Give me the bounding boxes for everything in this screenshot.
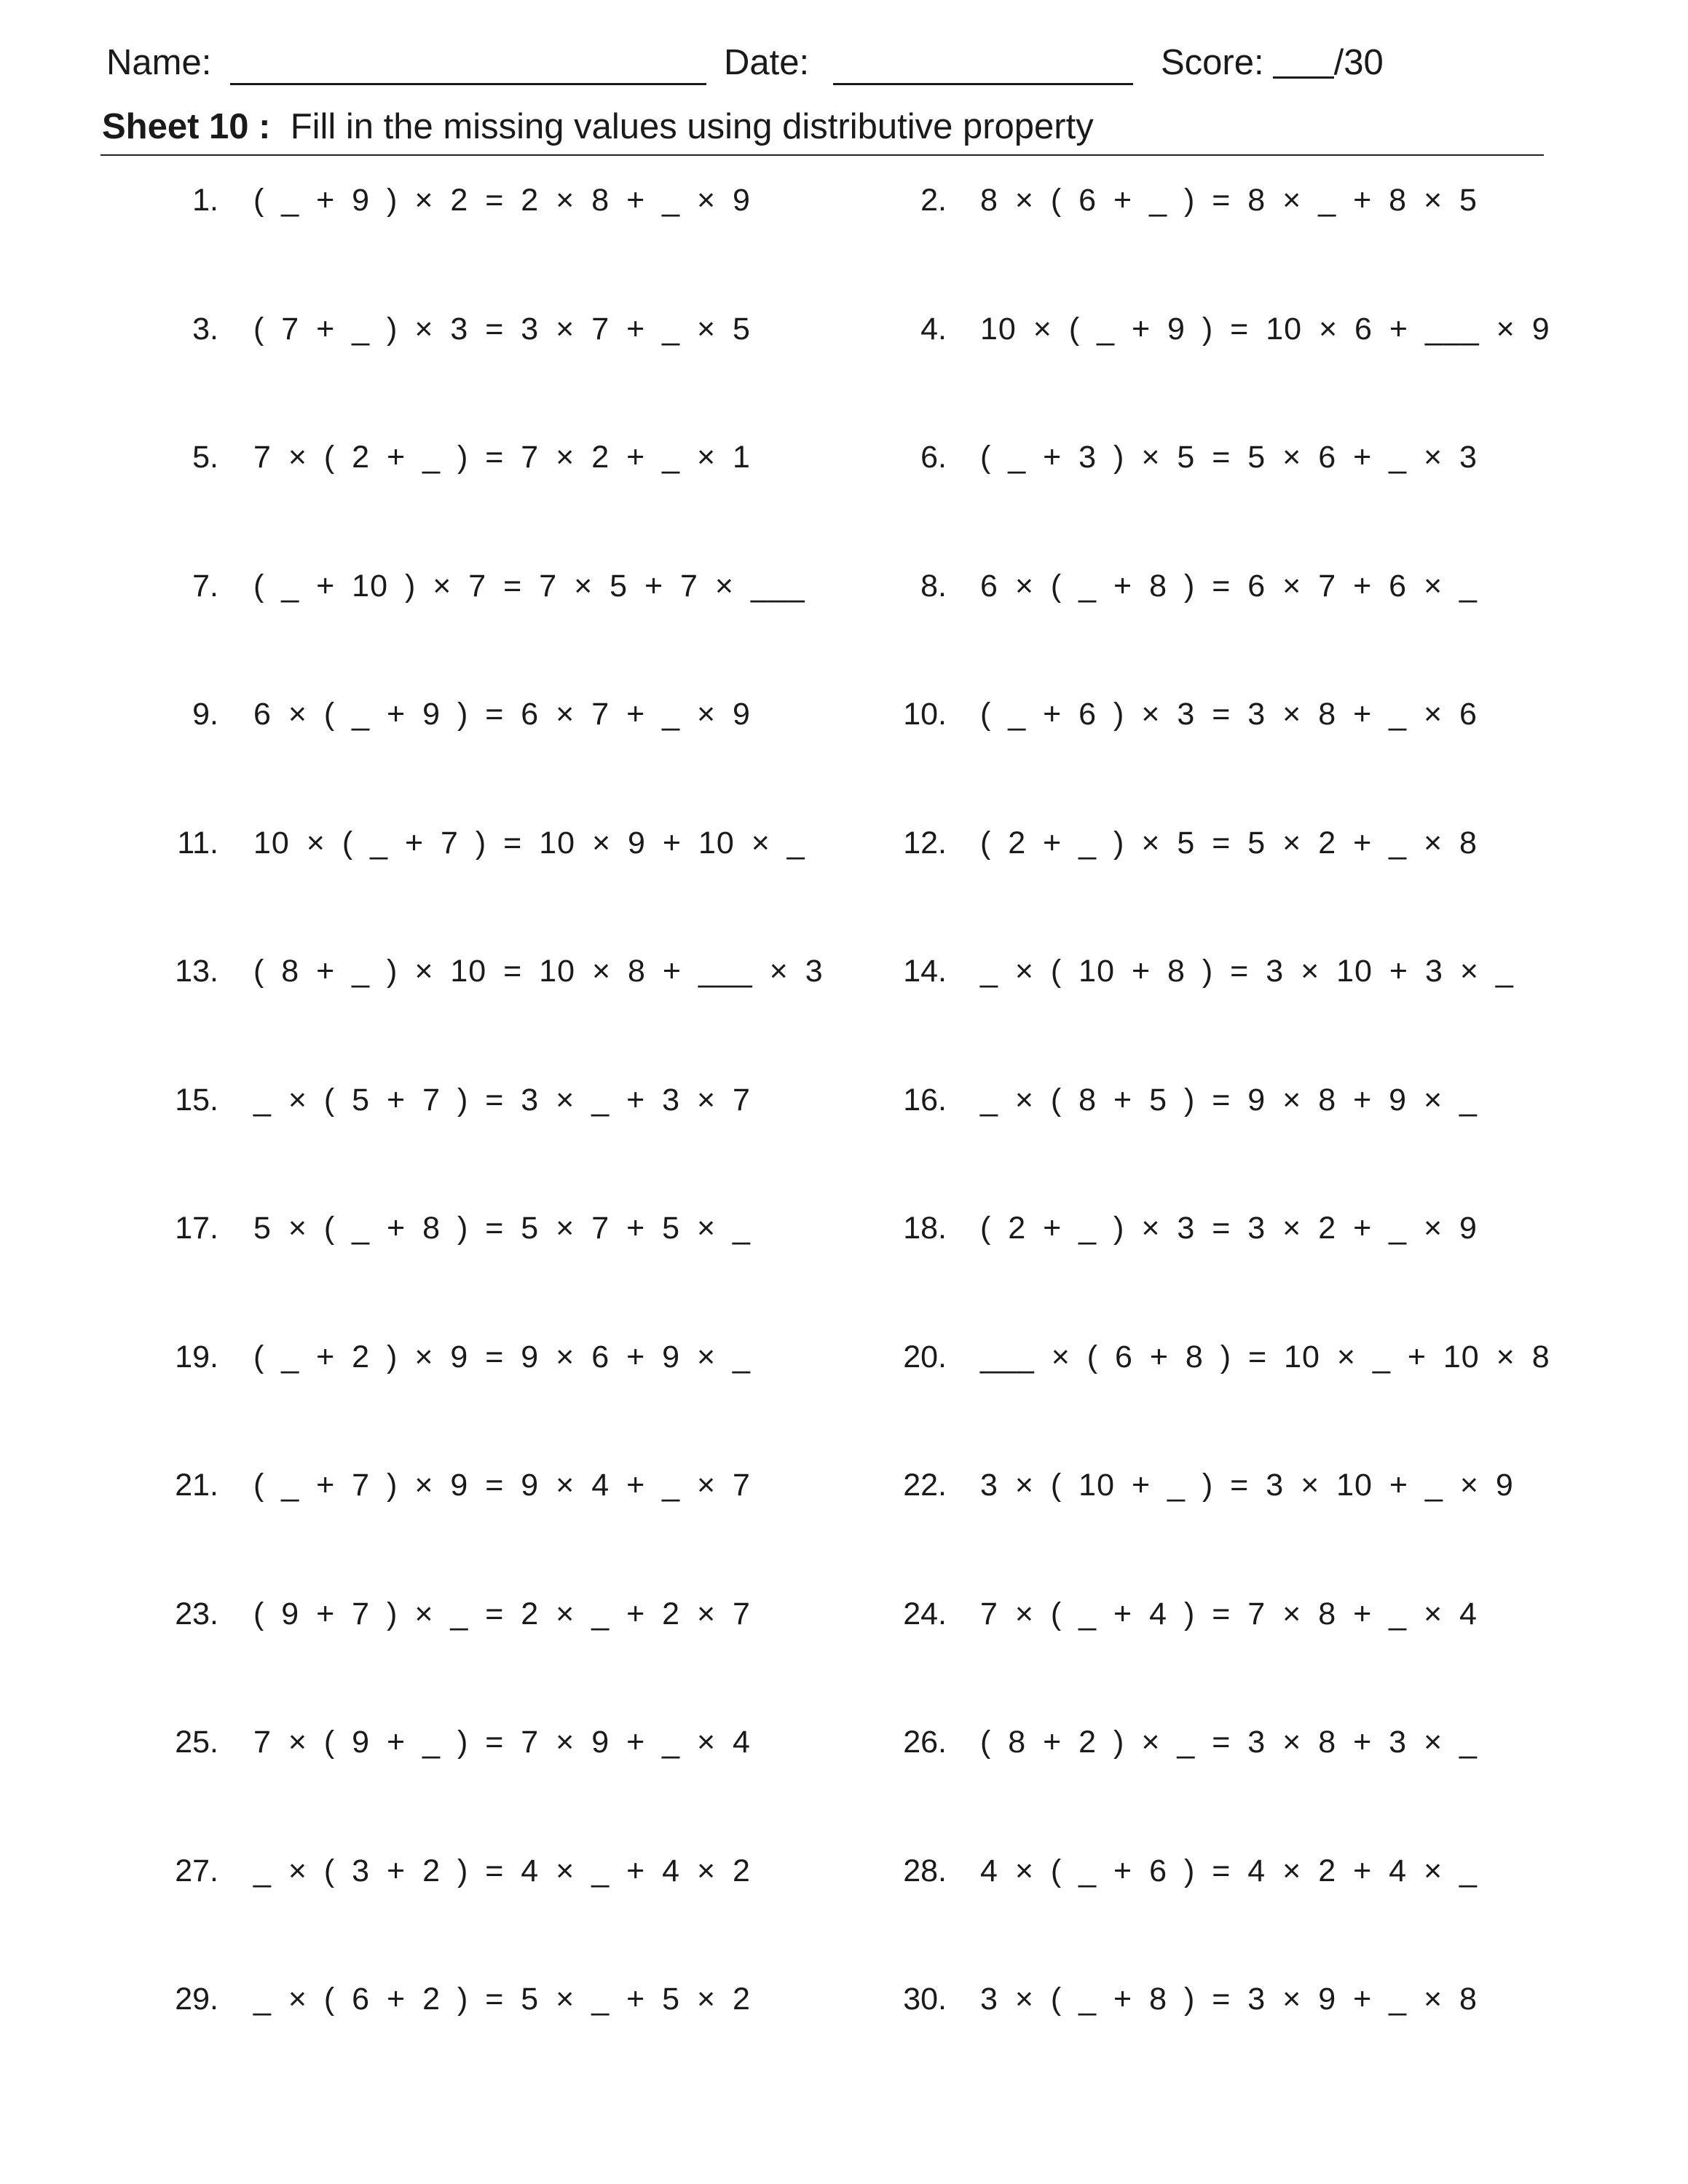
problem-8 <box>0 564 1688 608</box>
problem-expression[interactable]: ( 8 + _ ) × 10 = 10 × 8 + ___ × 3 <box>253 954 824 989</box>
problem-number: 6. <box>920 440 947 475</box>
problem-number: 23. <box>175 1597 218 1631</box>
problem-16 <box>0 1078 1688 1122</box>
problem-number: 14. <box>903 954 947 989</box>
problem-10 <box>0 692 1688 736</box>
problem-expression[interactable]: 3 × ( 10 + _ ) = 3 × 10 + _ × 9 <box>980 1468 1514 1503</box>
problem-expression[interactable]: ( _ + 2 ) × 9 = 9 × 6 + 9 × _ <box>253 1340 751 1374</box>
problem-30 <box>0 1977 1688 2021</box>
problem-expression[interactable]: 10 × ( _ + 9 ) = 10 × 6 + ___ × 9 <box>980 312 1550 347</box>
title-divider <box>100 154 1544 156</box>
problem-expression[interactable]: ( _ + 3 ) × 5 = 5 × 6 + _ × 3 <box>980 440 1478 475</box>
problem-expression[interactable]: 6 × ( _ + 9 ) = 6 × 7 + _ × 9 <box>253 697 751 732</box>
score-label: Score: <box>1161 43 1264 82</box>
problem-number: 22. <box>903 1468 947 1503</box>
problem-12 <box>0 821 1688 865</box>
problem-number: 4. <box>920 312 947 347</box>
problem-number: 1. <box>192 183 218 218</box>
problem-expression[interactable]: 10 × ( _ + 7 ) = 10 × 9 + 10 × _ <box>253 826 805 860</box>
problem-expression[interactable]: 7 × ( 9 + _ ) = 7 × 9 + _ × 4 <box>253 1725 751 1760</box>
problem-expression[interactable]: 6 × ( _ + 8 ) = 6 × 7 + 6 × _ <box>980 569 1478 604</box>
problem-number: 29. <box>175 1982 218 2017</box>
problem-number: 10. <box>903 697 947 732</box>
problem-number: 18. <box>903 1211 947 1246</box>
problem-expression[interactable]: ( 2 + _ ) × 5 = 5 × 2 + _ × 8 <box>980 826 1478 860</box>
problem-number: 3. <box>192 312 218 347</box>
problem-number: 24. <box>903 1597 947 1631</box>
date-blank[interactable] <box>833 83 1133 85</box>
sheet-title <box>102 106 1094 147</box>
score-field <box>1161 42 1384 83</box>
problem-28 <box>0 1849 1688 1893</box>
problem-22 <box>0 1463 1688 1507</box>
problem-expression[interactable]: ( 2 + _ ) × 3 = 3 × 2 + _ × 9 <box>980 1211 1478 1246</box>
problem-number: 13. <box>175 954 218 989</box>
problem-14 <box>0 949 1688 993</box>
problem-number: 7. <box>192 569 218 604</box>
problem-number: 26. <box>903 1725 947 1760</box>
problem-expression[interactable]: ( _ + 6 ) × 3 = 3 × 8 + _ × 6 <box>980 697 1478 732</box>
score-total: /30 <box>1333 43 1384 82</box>
problem-expression[interactable]: _ × ( 3 + 2 ) = 4 × _ + 4 × 2 <box>253 1853 751 1888</box>
problem-6 <box>0 435 1688 479</box>
problem-number: 17. <box>175 1211 218 1246</box>
problem-expression[interactable]: _ × ( 8 + 5 ) = 9 × 8 + 9 × _ <box>980 1083 1478 1117</box>
problem-4 <box>0 307 1688 351</box>
problem-expression[interactable]: ( 7 + _ ) × 3 = 3 × 7 + _ × 5 <box>253 312 751 347</box>
problem-expression[interactable]: 7 × ( _ + 4 ) = 7 × 8 + _ × 4 <box>980 1597 1478 1631</box>
problem-number: 5. <box>192 440 218 475</box>
problem-number: 2. <box>920 183 947 218</box>
problem-2 <box>0 178 1688 222</box>
problem-number: 16. <box>903 1083 947 1117</box>
sheet-number: Sheet 10 : <box>102 107 271 146</box>
problem-number: 9. <box>192 697 218 732</box>
name-blank[interactable] <box>230 83 706 85</box>
problem-number: 12. <box>903 826 947 860</box>
problem-expression[interactable]: 8 × ( 6 + _ ) = 8 × _ + 8 × 5 <box>980 183 1478 218</box>
problem-number: 28. <box>903 1853 947 1888</box>
worksheet-header <box>106 38 1563 96</box>
problem-18 <box>0 1206 1688 1250</box>
problem-expression[interactable]: ___ × ( 6 + 8 ) = 10 × _ + 10 × 8 <box>980 1340 1550 1374</box>
problem-number: 30. <box>903 1982 947 2017</box>
problem-number: 20. <box>903 1340 947 1374</box>
problem-number: 25. <box>175 1725 218 1760</box>
date-label: Date: <box>724 43 810 82</box>
problem-expression[interactable]: 4 × ( _ + 6 ) = 4 × 2 + 4 × _ <box>980 1853 1478 1888</box>
problem-expression[interactable]: 7 × ( 2 + _ ) = 7 × 2 + _ × 1 <box>253 440 751 475</box>
problem-expression[interactable]: _ × ( 5 + 7 ) = 3 × _ + 3 × 7 <box>253 1083 751 1117</box>
problem-expression[interactable]: 5 × ( _ + 8 ) = 5 × 7 + 5 × _ <box>253 1211 751 1246</box>
problem-expression[interactable]: ( 9 + 7 ) × _ = 2 × _ + 2 × 7 <box>253 1597 751 1631</box>
problem-expression[interactable]: ( _ + 9 ) × 2 = 2 × 8 + _ × 9 <box>253 183 751 218</box>
score-blank[interactable] <box>1273 44 1334 79</box>
sheet-instruction: Fill in the missing values using distributive property <box>290 107 1094 146</box>
problem-expression[interactable]: ( _ + 10 ) × 7 = 7 × 5 + 7 × ___ <box>253 569 805 604</box>
problem-expression[interactable]: _ × ( 10 + 8 ) = 3 × 10 + 3 × _ <box>980 954 1514 989</box>
problem-expression[interactable]: ( _ + 7 ) × 9 = 9 × 4 + _ × 7 <box>253 1468 751 1503</box>
problem-number: 19. <box>175 1340 218 1374</box>
problem-number: 8. <box>920 569 947 604</box>
problem-number: 15. <box>175 1083 218 1117</box>
problem-expression[interactable]: 3 × ( _ + 8 ) = 3 × 9 + _ × 8 <box>980 1982 1478 2017</box>
problem-number: 11. <box>177 826 218 860</box>
problem-number: 27. <box>175 1853 218 1888</box>
problem-expression[interactable]: _ × ( 6 + 2 ) = 5 × _ + 5 × 2 <box>253 1982 751 2017</box>
problem-number: 21. <box>175 1468 218 1503</box>
name-label: Name: <box>106 43 212 82</box>
problem-26 <box>0 1720 1688 1764</box>
problem-expression[interactable]: ( 8 + 2 ) × _ = 3 × 8 + 3 × _ <box>980 1725 1478 1760</box>
problem-20 <box>0 1335 1688 1379</box>
problem-24 <box>0 1592 1688 1636</box>
